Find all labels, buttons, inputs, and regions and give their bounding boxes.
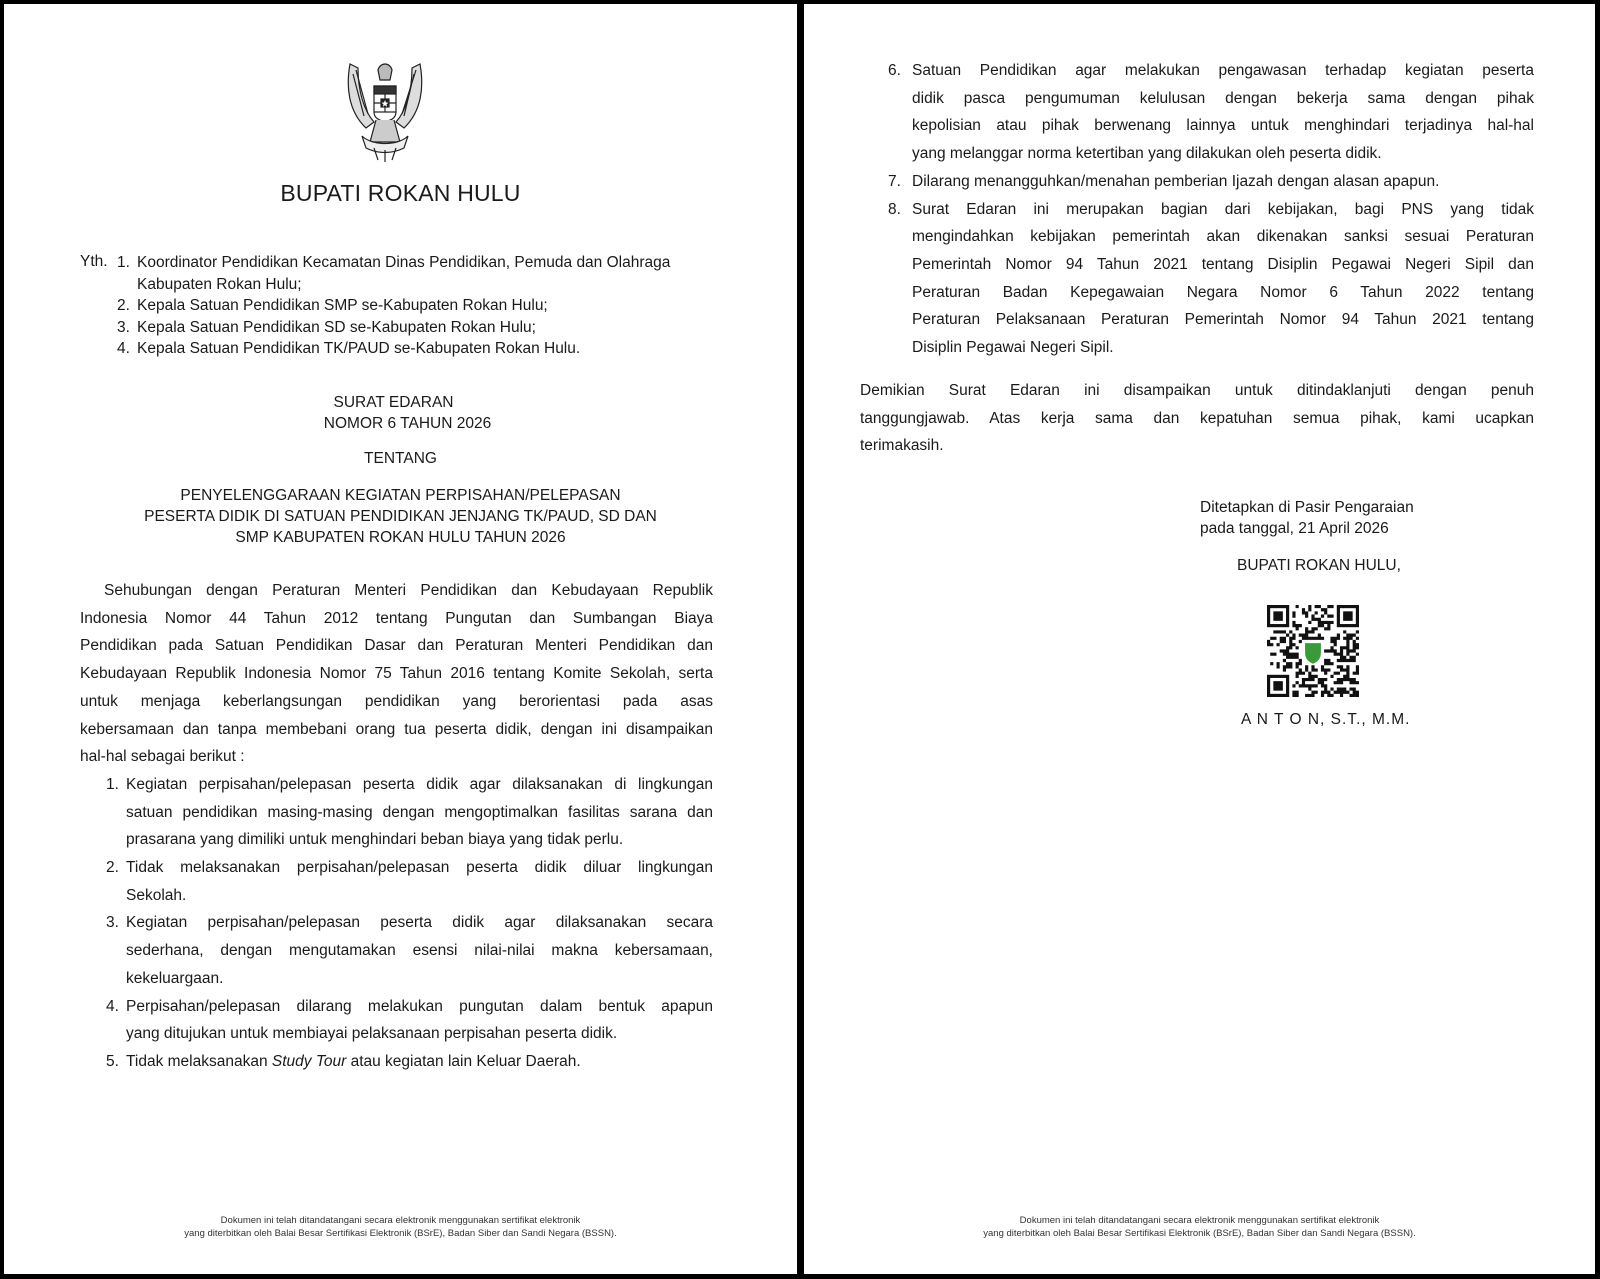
tentang-label: TENTANG [364,450,437,467]
directive-list-continued [860,57,1534,362]
e-signature-footer: Dokumen ini telah ditandatangani secara elektronik menggunakan sertifikat elektronik yang diterbitkan oleh Balai Besar Sertifikasi Elektronik (BSrE), Badan Siber dan Sandi Negara (BSSN). [983,1215,1416,1239]
directive-item: 3. Kegiatan perpisahan/pelepasan peserta didik agar dilaksanakan secara sederhana, dengan mengutamakan esensi nilai-nilai makna kebersamaan, kekeluargaan. [106,914,713,987]
directive-item: 6. Satuan Pendidikan agar melakukan pengawasan terhadap kegiatan peserta didik pasca pengumuman kelulusan dengan bekerja sama dengan pihak kepolisian atau pihak berwenang lainnya untuk menghindari terjadinya hal-hal yang melanggar norma ketertiban yang dilakukan oleh peserta didik. [888,62,1534,163]
signature-date: pada tanggal, 21 April 2026 [1200,519,1389,537]
closing-paragraph: Demikian Surat Edaran ini disampaikan untuk ditindaklanjuti dengan penuh tanggungjawab. Atas kerja sama dan kepatuhan semua pihak, kami ucapkan terimakasih. [860,382,1534,455]
document-page-1 [4,4,797,1274]
directive-item: 4. Perpisahan/pelepasan dilarang melakukan pungutan dalam bentuk apapun yang ditujukan untuk membiayai pelaksanaan perpisahan peserta didik. [106,997,713,1043]
signer-name: A N T O N, S.T., M.M. [1241,711,1411,728]
document-body [80,577,713,1076]
issuer-title: BUPATI ROKAN HULU [280,180,521,206]
document-subject: PENYELENGGARAAN KEGIATAN PERPISAHAN/PELEPASAN PESERTA DIDIK DI SATUAN PENDIDIKAN JENJANG TK/PAUD, SD DAN SMP KABUPATEN ROKAN HULU TAHUN 2026 [144,487,657,546]
document-number: NOMOR 6 TAHUN 2026 [323,414,492,432]
recipient-item: 1. Koordinator Pendidikan Kecamatan Dinas Pendidikan, Pemuda dan Olahraga Kabupaten Rokan Hulu; [117,254,671,293]
directive-list [80,771,713,1076]
study-tour-term: Study Tour [271,1052,347,1070]
e-signature-footer: Dokumen ini telah ditandatangani secara elektronik menggunakan sertifikat elektronik yang diterbitkan oleh Balai Besar Sertifikasi Elektronik (BSrE), Badan Siber dan Sandi Negara (BSSN). [184,1215,617,1239]
addressee-label: Yth. [80,253,108,270]
directive-item: 8. Surat Edaran ini merupakan bagian dari kebijakan, bagi PNS yang tidak mengindahkan kebijakan pemerintah akan dikenakan sanksi sesuai Peraturan Pemerintah Nomor 94 Tahun 2021 tentang Disiplin Pegawai Negeri Sipil dan Peraturan Badan Kepegawaian Negara Nomor 6 Tahun 2022 tentang Peraturan Pelaksanaan Peraturan Pemerintah Nomor 94 Tahun 2021 tentang Disiplin Pegawai Negeri Sipil. [888,200,1534,357]
directive-item: 2. Tidak melaksanakan perpisahan/pelepasan peserta didik diluar lingkungan Sekolah. [106,859,713,904]
directive-item: 1. Kegiatan perpisahan/pelepasan peserta didik agar dilaksanakan di lingkungan satuan pendidikan masing-masing dengan mengoptimalkan fasilitas sarana dan prasarana yang dimiliki untuk menghindari beban biaya yang tidak perlu. [106,775,713,849]
signature-place-date [1200,498,1414,539]
recipient-item: 4. Kepala Satuan Pendidikan TK/PAUD se-Kabupaten Rokan Hulu. [117,340,581,357]
qr-finder-pattern [1267,675,1289,697]
intro-paragraph: Sehubungan dengan Peraturan Menteri Pendidikan dan Kebudayaan Republik Indonesia Nomor 44 Tahun 2012 tentang Pungutan dan Sumbangan Biaya Pendidikan pada Satuan Pendidikan Dasar dan Peraturan Menteri Pendidikan dan Kebudayaan Republik Indonesia Nomor 75 Tahun 2016 tentang Komite Sekolah, serta untuk menjaga keberlangsungan pendidikan yang berorientasi pada asas kebersamaan dan tanpa membebani orang tua peserta didik, dengan ini disampaikan hal-hal sebagai berikut : [80,582,713,766]
recipient-item: 2. Kepala Satuan Pendidikan SMP se-Kabupaten Rokan Hulu; [117,297,548,314]
recipient-item: 3. Kepala Satuan Pendidikan SD se-Kabupaten Rokan Hulu; [117,318,536,336]
signature-place: Ditetapkan di Pasir Pengaraian [1200,499,1414,516]
qr-finder-pattern [1267,605,1289,627]
qr-code-signature-icon [1267,605,1359,697]
document-heading [4,393,797,434]
regency-logo-icon [1305,643,1321,664]
signer-title: BUPATI ROKAN HULU, [1237,557,1401,574]
document-page-2 [804,4,1595,1274]
document-type: SURAT EDARAN [333,394,454,411]
recipient-list [117,253,737,360]
directive-item: 7. Dilarang menangguhkan/menahan pemberian Ijazah dengan alasan apapun. [888,172,1440,190]
qr-finder-pattern [1337,605,1359,627]
document-body-continued [860,57,1534,362]
garuda-emblem-icon [344,56,426,166]
directive-item: 5. Tidak melaksanakan Study Tour atau kegiatan lain Keluar Daerah. [106,1052,581,1070]
